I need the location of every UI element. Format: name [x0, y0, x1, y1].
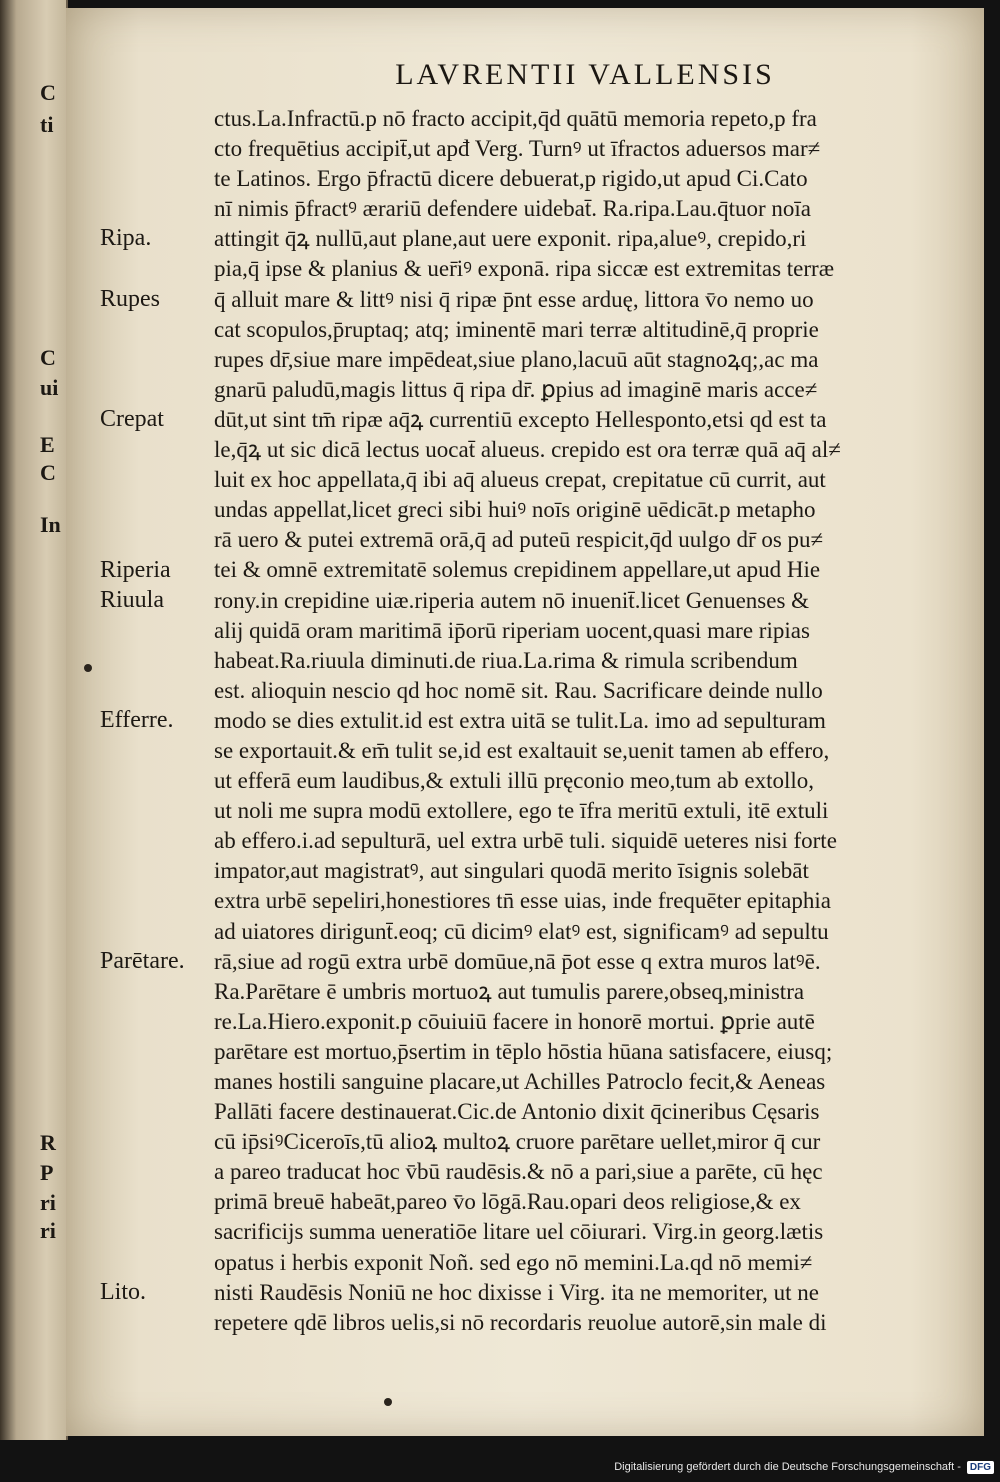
text-line: cto frequētius accipit̄,ut apđ Verg. Turnꝰ ut īfractos aduersos mar≠ [214, 136, 821, 162]
text-line: alij quidā oram maritimā ip̄orū riperiam uocent,quasi mare ripias [214, 617, 810, 643]
prev-page-fragment: ri [40, 1190, 56, 1215]
text-line: tei & omnē extremitatē solemus crepidinem appellare,ut apud Hie [214, 557, 821, 583]
text-line: te Latinos. Ergo p̄fractū dicere debuerat,p rigido,ut apud Ci.Cato [214, 166, 808, 192]
prev-page-fragment: C [40, 345, 56, 370]
text-line: parētare est mortuo,p̄sertim in tēplo hōstia hūana satisfacere, eiusq; [214, 1038, 833, 1064]
margin-note: Rupes [100, 285, 160, 312]
text-line: luit ex hoc appellata,q̄ ibi aq̄ alueus crepat, crepitatue cū currit, aut [214, 467, 826, 493]
prev-page-fragment: P [40, 1160, 54, 1185]
text-line: modo se dies extulit.id est extra uitā se tulit.La. imo ad sepulturam [214, 707, 826, 733]
text-line: rupes dr̄,siue mare impēdeat,siue plano,lacuū aūt stagnoꝝq;,ac ma [214, 346, 819, 372]
footer-text: Digitalisierung gefördert durch die Deutsche Forschungsgemeinschaft - [614, 1461, 961, 1473]
ink-dot [384, 1398, 392, 1406]
text-line: cū ip̄siꝰCiceroīs,tū alioꝝ multoꝝ cruore parētare uellet,miror q̄ cur [214, 1129, 821, 1155]
margin-note: Parētare. [100, 947, 185, 974]
text-line: nisti Raudēsis Noniū ne hoc dixisse i Virg. ita ne memoriter, ut ne [214, 1279, 819, 1305]
text-line: ab effero.i.ad sepulturā, uel extra urbē tuli. siquidē ueteres nisi forte [214, 828, 837, 854]
prev-page-fragment: E [40, 432, 55, 457]
text-line: ut noli me supra modū extollere, ego te īfra meritū extuli, itē extuli [214, 798, 829, 824]
text-line: impator,aut magistratꝰ, aut singulari quodā merito īsignis solebāt [214, 858, 809, 884]
prev-page-fragment: ui [40, 375, 59, 400]
text-line: nī nimis p̄fractꝰ ærariū defendere uidebat̄. Ra.ripa.Lau.q̄tuor noīa [214, 196, 811, 222]
margin-note: Lito. [100, 1278, 146, 1305]
text-line: repetere qdē libros uelis,si nō recordaris reuolue autorē,sin male di [214, 1309, 827, 1335]
text-line: le,q̄ꝝ ut sic dicā lectus uocat̄ alueus. crepido est ora terræ quā aq̄ al≠ [214, 437, 841, 463]
prev-page-fragment: C [40, 460, 56, 485]
prev-page-fragment: ti [40, 112, 54, 137]
running-head: LAVRENTII VALLENSIS [395, 58, 775, 91]
previous-page-edge [0, 0, 68, 1440]
text-line: habeat.Ra.riuula diminuti.de riua.La.rima & rimula scribendum [214, 647, 798, 673]
text-line: rony.in crepidine uiæ.riperia autem nō inuenit̄.licet Genuenses & [214, 587, 810, 613]
text-line: manes hostili sanguine placare,ut Achilles Patroclo fecit,& Aeneas [214, 1069, 826, 1094]
text-line: sacrificijs summa ueneratiōe litare uel cōiurari. Virg.in georg.lætis [214, 1219, 824, 1245]
text-line: ctus.La.Infractū.p nō fracto accipit,q̄d quātū memoria repeto,p fra [214, 106, 817, 131]
digitization-footer [614, 1458, 994, 1476]
margin-note: Riuula [100, 586, 164, 613]
text-line: undas appellat,licet greci sibi huiꝰ noīs originē uēdicāt.p metapho [214, 497, 816, 523]
text-line: opatus i herbis exponit Noñ. sed ego nō memini.La.qd nō memi≠ [214, 1249, 813, 1275]
text-line: pia,q̄ ipse & planius & uer̄iꝰ exponā. ripa siccæ est extremitas terræ [214, 256, 835, 282]
text-line: attingit q̄ꝝ nullū,aut plane,aut uere exponit. ripa,alueꝰ, crepido,ri [214, 226, 807, 252]
text-line: a pareo traducat hoc v̄bū raudēsis.& nō a pari,siue a parēte, cū hęc [214, 1159, 823, 1185]
margin-note: Crepat [100, 406, 164, 432]
text-line: cat scopulos,p̄ruptaq; atq; iminentē mari terræ altitudinē,q̄ proprie [214, 316, 819, 342]
text-line: rā,siue ad rogū extra urbē domūue,nā p̄ot esse q extra muros latꝰē. [214, 948, 821, 974]
text-line: primā breuē habeāt,pareo v̄o lōgā.Rau.opari deos religiose,& ex [214, 1189, 801, 1215]
text-line: q̄ alluit mare & littꝰ nisi q̄ ripæ p̄nt esse arduę, littora v̄o nemo uo [214, 286, 814, 312]
text-line: re.La.Hiero.exponit.p cōuiuiū facere in honorē mortui. ꝑprie autē [214, 1008, 815, 1034]
body-text [214, 104, 960, 1338]
text-line: extra urbē sepeliri,honestiores tn̄ esse uias, inde frequēter epitaphia [214, 888, 831, 914]
text-line: Ra.Parētare ē umbris mortuoꝝ aut tumulis parere,obseq,ministra [214, 978, 805, 1004]
text-line: ut efferā eum laudibus,& extuli illū pręconio meo,tum ab extollo, [214, 768, 814, 794]
margin-note: Riperia [100, 556, 171, 583]
prev-page-fragment: C [40, 80, 56, 105]
margin-note: Ripa. [100, 225, 152, 252]
text-line: rā uero & putei extremā orā,q̄ ad puteū respicit,q̄d uulgo dr̄ os pu≠ [214, 527, 824, 553]
text-line: Pallāti facere destinauerat.Cic.de Antonio dixit q̄cineribus Cęsaris [214, 1099, 820, 1125]
book-page [66, 8, 984, 1436]
prev-page-fragment: In [40, 512, 61, 537]
prev-page-fragment: ri [40, 1218, 56, 1243]
text-line: est. alioquin nescio qd hoc nomē sit. Rau. Sacrificare deinde nullo [214, 677, 823, 703]
prev-page-fragment: R [40, 1130, 56, 1155]
text-line: se exportauit.& em̄ tulit se,id est exaltauit se,uenit tamen ab effero, [214, 737, 830, 763]
ink-dot [84, 664, 92, 672]
text-line: gnarū paludū,magis littus q̄ ripa dr̄. ꝑpius ad imaginē maris acce≠ [214, 376, 818, 402]
dfg-logo: DFG [967, 1461, 994, 1474]
text-line: dūt,ut sint tm̄ ripæ aq̄ꝝ currentiū excepto Hellespontο,etsi qd est ta [214, 406, 827, 432]
text-line: ad uiatores dirigunt̄.eoq; cū dicimꝰ elatꝰ est, significamꝰ ad sepultu [214, 918, 829, 944]
margin-note: Efferre. [100, 707, 174, 733]
